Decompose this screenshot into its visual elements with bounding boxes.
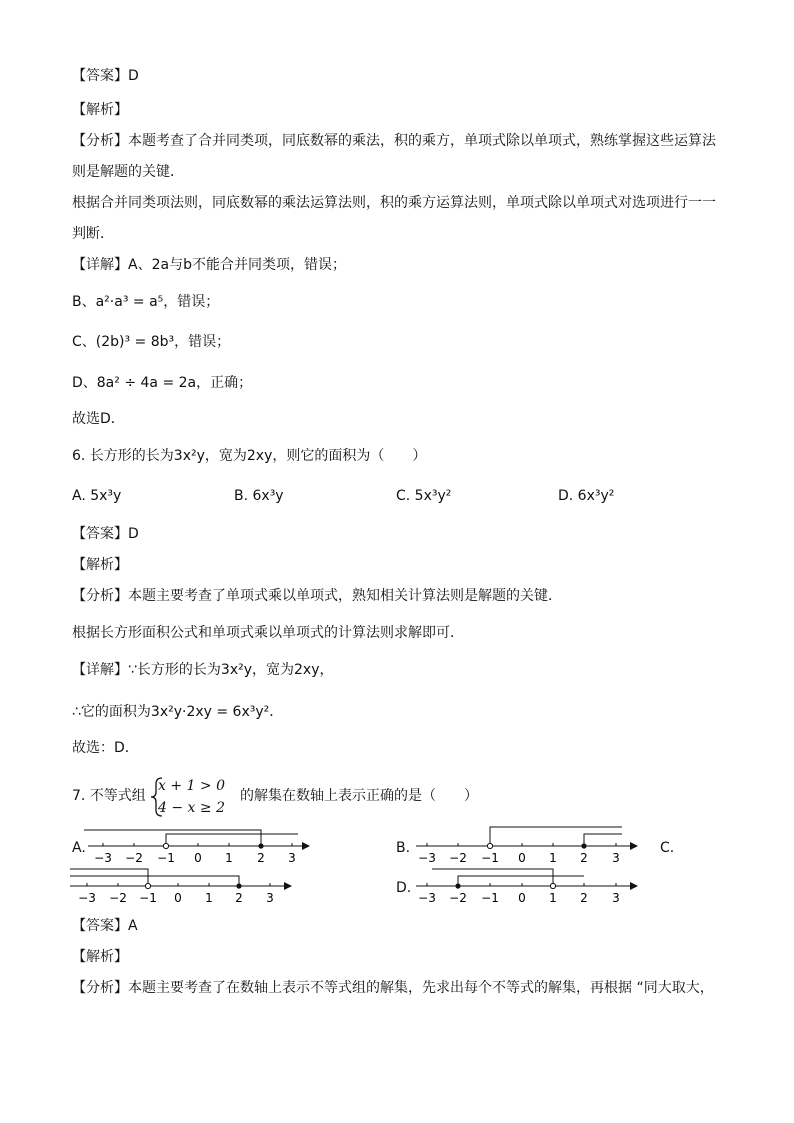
tick-label: 0 (518, 851, 526, 865)
q6-analysis-label: 【解析】 (72, 557, 128, 573)
tick-label: −3 (418, 891, 436, 905)
solution-bracket-lt-1 (432, 869, 553, 886)
q5-conclusion: 故选D． (72, 411, 125, 427)
q5-detail-d: D、8a² ÷ 4a = 2a，正确； (72, 375, 253, 391)
q7-fenxi: 【分析】本题主要考查了在数轴上表示不等式组的解集，先求出每个不等式的解集，再根据 “同大取大， (72, 980, 714, 996)
q5-analysis-label: 【解析】 (72, 102, 128, 118)
q7-inequality-2: 4 − x ≥ 2 (158, 800, 225, 816)
q7-analysis-label: 【解析】 (72, 949, 128, 965)
tick-label: −1 (481, 851, 499, 865)
tick-label: −2 (449, 851, 467, 865)
q7-label-a: A. (72, 840, 86, 856)
tick-label: 2 (235, 891, 243, 905)
tick-label: −2 (449, 891, 467, 905)
solution-bracket-gt-minus1 (490, 827, 622, 846)
open-point (550, 883, 555, 888)
open-point (145, 883, 150, 888)
solution-bracket-le-2 (70, 876, 239, 886)
solution-bracket-ge-minus2 (458, 876, 584, 886)
tick-label: −2 (109, 891, 127, 905)
closed-point (258, 843, 263, 848)
arrow-icon (284, 882, 292, 890)
q6-conclusion: 故选：D． (72, 740, 139, 756)
tick-label: 0 (518, 891, 526, 905)
number-line-a (84, 826, 314, 870)
tick-label: 2 (580, 891, 588, 905)
number-line-b (412, 826, 642, 870)
solution-bracket-gt-minus1 (166, 834, 298, 846)
tick-label: −1 (157, 851, 175, 865)
q7-stem-pre: 7. 不等式组 (72, 788, 146, 804)
q7-label-d: D. (396, 880, 412, 896)
q6-option-a: A. 5x³y (72, 488, 122, 504)
q7-stem-post: 的解集在数轴上表示正确的是（ ） (240, 788, 478, 804)
closed-point (236, 883, 241, 888)
tick-label: 3 (288, 851, 296, 865)
q5-fenxi-line-1: 【分析】本题考查了合并同类项，同底数幂的乘法，积的乘方，单项式除以单项式，熟练掌握这些运算法 (72, 133, 716, 149)
q5-detail-b: B、a²·a³ = a⁵，错误； (72, 294, 220, 310)
tick-label: 0 (174, 891, 182, 905)
tick-label: 1 (549, 851, 557, 865)
arrow-icon (302, 842, 310, 850)
solution-bracket-lt-minus1 (70, 869, 148, 886)
q6-answer: 【答案】D (72, 526, 139, 542)
tick-label: −2 (125, 851, 143, 865)
tick-label: −3 (418, 851, 436, 865)
q6-option-d: D. 6x³y² (558, 488, 615, 504)
tick-label: 1 (549, 891, 557, 905)
tick-label: 1 (205, 891, 213, 905)
solution-bracket-le-2 (84, 830, 261, 846)
q6-detail-2: ∴它的面积为3x²y·2xy = 6x³y²． (72, 704, 284, 720)
q6-stem: 6. 长方形的长为3x²y，宽为2xy，则它的面积为（ ） (72, 448, 427, 464)
q6-option-c: C. 5x³y² (396, 488, 452, 504)
closed-point (581, 843, 586, 848)
q7-answer: 【答案】A (72, 918, 138, 934)
q5-fenxi-line-2: 则是解题的关键． (72, 164, 184, 180)
q6-option-b: B. 6x³y (234, 488, 284, 504)
tick-label: 0 (194, 851, 202, 865)
open-point (163, 843, 168, 848)
tick-label: −3 (94, 851, 112, 865)
q6-fenxi: 【分析】本题主要考查了单项式乘以单项式，熟知相关计算法则是解题的关键． (72, 588, 562, 604)
tick-label: 3 (612, 891, 620, 905)
number-line-c (66, 866, 296, 910)
tick-label: 2 (580, 851, 588, 865)
q7-inequality-1: x + 1 > 0 (158, 778, 225, 794)
q6-detail-1: 【详解】∵长方形的长为3x²y，宽为2xy， (72, 662, 334, 678)
q5-answer: 【答案】D (72, 68, 139, 84)
closed-point (455, 883, 460, 888)
tick-label: −3 (78, 891, 96, 905)
arrow-icon (630, 842, 638, 850)
tick-label: 3 (612, 851, 620, 865)
tick-label: 1 (225, 851, 233, 865)
number-line-d (412, 866, 642, 910)
q5-method-line-1: 根据合并同类项法则，同底数幂的乘法运算法则，积的乘方运算法则，单项式除以单项式对选项进行一一 (72, 195, 716, 211)
tick-label: 3 (266, 891, 274, 905)
q7-label-b: B. (396, 840, 411, 856)
q5-detail-a: 【详解】A、2a与b不能合并同类项，错误； (72, 257, 346, 273)
open-point (487, 843, 492, 848)
arrow-icon (630, 882, 638, 890)
q5-method-line-2: 判断． (72, 226, 114, 242)
tick-label: 2 (257, 851, 265, 865)
q5-detail-c: C、(2b)³ = 8b³，错误； (72, 334, 231, 350)
tick-label: −1 (139, 891, 157, 905)
q7-label-c: C. (660, 840, 675, 856)
tick-label: −1 (481, 891, 499, 905)
q6-method: 根据长方形面积公式和单项式乘以单项式的计算法则求解即可． (72, 625, 464, 641)
